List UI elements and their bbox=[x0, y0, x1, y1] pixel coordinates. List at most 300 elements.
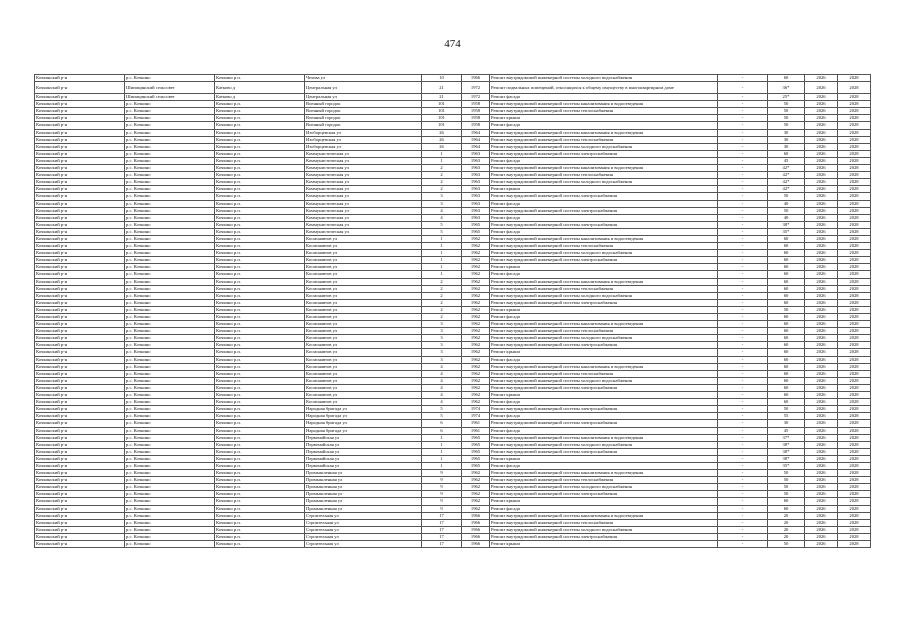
cell-district: Кочкинский р-н bbox=[35, 448, 125, 455]
cell-street: Народная бригада ул bbox=[305, 413, 422, 420]
table-row bbox=[35, 94, 871, 101]
cell-street: Коммунистическая ул bbox=[305, 150, 422, 157]
cell-house-number: 2 bbox=[422, 172, 462, 179]
cell-locality: Кочкино р.п. bbox=[215, 484, 305, 491]
cell-year-built: 1965 bbox=[462, 462, 490, 469]
cell-work-type: Ремонт крыши bbox=[490, 498, 718, 505]
cell-value: 60 bbox=[768, 271, 805, 278]
cell-locality: Кочкино р.п. bbox=[215, 370, 305, 377]
cell-year-end: 2028 bbox=[838, 541, 871, 548]
table-row bbox=[35, 392, 871, 399]
cell-value: 42* bbox=[768, 172, 805, 179]
cell-year-built: 1974 bbox=[462, 406, 490, 413]
cell-settlement: р.с. Кочкино bbox=[125, 349, 215, 356]
cell-work-type: Ремонт внутридомовой инженерной системы канализования и водоотведения bbox=[490, 434, 718, 441]
cell-blank-col: - bbox=[718, 271, 768, 278]
cell-value: 20 bbox=[768, 519, 805, 526]
cell-work-type: Ремонт крыши bbox=[490, 186, 718, 193]
cell-district: Кочкинский р-н bbox=[35, 278, 125, 285]
cell-year-built: 1972 bbox=[462, 82, 490, 94]
cell-district: Кочкинский р-н bbox=[35, 413, 125, 420]
cell-year-start: 2026 bbox=[805, 356, 838, 363]
cell-blank-col: - bbox=[718, 406, 768, 413]
cell-work-type: Ремонт фасада bbox=[490, 122, 718, 129]
cell-year-end: 2028 bbox=[838, 250, 871, 257]
table-row bbox=[35, 342, 871, 349]
cell-district: Кочкинский р-н bbox=[35, 491, 125, 498]
cell-locality: Кочкино р.п. bbox=[215, 448, 305, 455]
cell-house-number: 1 bbox=[422, 455, 462, 462]
cell-year-end: 2028 bbox=[838, 150, 871, 157]
table-row bbox=[35, 200, 871, 207]
cell-year-end: 2028 bbox=[838, 94, 871, 101]
cell-street: Космонавтов ул bbox=[305, 370, 422, 377]
cell-work-type: Ремонт внутридомовой инженерной системы электроснабжения bbox=[490, 448, 718, 455]
cell-blank-col: - bbox=[718, 207, 768, 214]
cell-year-built: 1965 bbox=[462, 221, 490, 228]
cell-street: Коммунистическая ул bbox=[305, 172, 422, 179]
cell-year-built: 1962 bbox=[462, 328, 490, 335]
cell-house-number: 2 bbox=[422, 306, 462, 313]
cell-house-number: 9 bbox=[422, 470, 462, 477]
cell-settlement: р.с. Кочкино bbox=[125, 399, 215, 406]
cell-year-built: 1965 bbox=[462, 455, 490, 462]
cell-year-built: 1958 bbox=[462, 122, 490, 129]
cell-year-built: 1962 bbox=[462, 292, 490, 299]
cell-house-number: 5 bbox=[422, 413, 462, 420]
cell-year-built: 1962 bbox=[462, 250, 490, 257]
cell-district: Кочкинский р-н bbox=[35, 455, 125, 462]
cell-year-end: 2028 bbox=[838, 207, 871, 214]
cell-street: Центральная ул bbox=[305, 82, 422, 94]
cell-house-number: 101 bbox=[422, 115, 462, 122]
cell-work-type: Ремонт внутридомовой инженерной системы холодного водоснабжения bbox=[490, 250, 718, 257]
cell-year-start: 2026 bbox=[805, 384, 838, 391]
table-row bbox=[35, 306, 871, 313]
cell-street: Космонавтов ул bbox=[305, 392, 422, 399]
cell-value: 20 bbox=[768, 512, 805, 519]
cell-value: 60 bbox=[768, 292, 805, 299]
cell-year-start: 2026 bbox=[805, 328, 838, 335]
cell-year-start: 2026 bbox=[805, 491, 838, 498]
cell-settlement: р.с. Кочкино bbox=[125, 342, 215, 349]
cell-street: Народная бригада ул bbox=[305, 420, 422, 427]
cell-year-built: 1958 bbox=[462, 108, 490, 115]
cell-house-number: 4 bbox=[422, 392, 462, 399]
cell-street: Космонавтов ул bbox=[305, 257, 422, 264]
cell-year-built: 1961 bbox=[462, 427, 490, 434]
cell-district: Кочкинский р-н bbox=[35, 82, 125, 94]
cell-blank-col: - bbox=[718, 115, 768, 122]
cell-year-built: 1972 bbox=[462, 94, 490, 101]
cell-street: Военный городок bbox=[305, 108, 422, 115]
cell-year-start: 2026 bbox=[805, 498, 838, 505]
cell-street: Коммунистическая ул bbox=[305, 157, 422, 164]
cell-street: Первомайская ул bbox=[305, 448, 422, 455]
cell-blank-col: - bbox=[718, 427, 768, 434]
cell-locality: Кочкино р.п. bbox=[215, 143, 305, 150]
cell-year-end: 2028 bbox=[838, 491, 871, 498]
cell-value: 60 bbox=[768, 314, 805, 321]
cell-year-end: 2028 bbox=[838, 470, 871, 477]
cell-house-number: 3 bbox=[422, 200, 462, 207]
cell-settlement: р.с. Кочкино bbox=[125, 392, 215, 399]
cell-year-start: 2026 bbox=[805, 349, 838, 356]
cell-settlement: р.с. Кочкино bbox=[125, 108, 215, 115]
cell-value: 60 bbox=[768, 356, 805, 363]
cell-year-end: 2028 bbox=[838, 342, 871, 349]
cell-year-end: 2028 bbox=[838, 363, 871, 370]
cell-work-type: Ремонт фасада bbox=[490, 505, 718, 512]
cell-settlement: р.с. Кочкино bbox=[125, 157, 215, 164]
cell-blank-col: - bbox=[718, 165, 768, 172]
cell-work-type: Ремонт внутридомовой инженерной системы канализования и водоотведения bbox=[490, 363, 718, 370]
cell-year-built: 1962 bbox=[462, 271, 490, 278]
cell-year-end: 2028 bbox=[838, 377, 871, 384]
cell-house-number: 26 bbox=[422, 143, 462, 150]
cell-locality: Кочкино р.п. bbox=[215, 115, 305, 122]
cell-blank-col: - bbox=[718, 179, 768, 186]
cell-year-start: 2026 bbox=[805, 136, 838, 143]
cell-settlement: р.с. Кочкино bbox=[125, 370, 215, 377]
cell-settlement: Шипицинский сельсовет bbox=[125, 82, 215, 94]
cell-value: 37* bbox=[768, 434, 805, 441]
cell-year-built: 1964 bbox=[462, 129, 490, 136]
cell-street: Космонавтов ул bbox=[305, 243, 422, 250]
cell-district: Кочкинский р-н bbox=[35, 541, 125, 548]
cell-house-number: 4 bbox=[422, 377, 462, 384]
cell-work-type: Ремонт внутридомовой инженерной системы канализования и водоотведения bbox=[490, 278, 718, 285]
cell-blank-col: - bbox=[718, 82, 768, 94]
cell-locality: Кочкино р.п. bbox=[215, 235, 305, 242]
cell-year-built: 1966 bbox=[462, 512, 490, 519]
cell-year-built: 1965 bbox=[462, 441, 490, 448]
table-row bbox=[35, 377, 871, 384]
table-row bbox=[35, 75, 871, 82]
cell-settlement: р.с. Кочкино bbox=[125, 406, 215, 413]
cell-work-type: Ремонт внутридомовой инженерной системы электроснабжения bbox=[490, 299, 718, 306]
cell-work-type: Ремонт фасада bbox=[490, 399, 718, 406]
repair-schedule-table bbox=[34, 74, 871, 548]
cell-work-type: Ремонт внутридомовой инженерной системы теплоснабжения bbox=[490, 172, 718, 179]
cell-blank-col: - bbox=[718, 519, 768, 526]
cell-blank-col: - bbox=[718, 441, 768, 448]
cell-blank-col: - bbox=[718, 157, 768, 164]
cell-year-start: 2026 bbox=[805, 455, 838, 462]
table-row bbox=[35, 143, 871, 150]
table-row bbox=[35, 157, 871, 164]
cell-year-end: 2028 bbox=[838, 420, 871, 427]
cell-street: Строительная ул bbox=[305, 526, 422, 533]
cell-work-type: Ремонт внутридомовой инженерной системы канализования и водоотведения bbox=[490, 512, 718, 519]
cell-value: 20 bbox=[768, 533, 805, 540]
cell-value: 50 bbox=[768, 193, 805, 200]
cell-year-start: 2026 bbox=[805, 533, 838, 540]
cell-year-built: 1962 bbox=[462, 363, 490, 370]
cell-blank-col: - bbox=[718, 434, 768, 441]
cell-house-number: 21 bbox=[422, 82, 462, 94]
cell-year-built: 1963 bbox=[462, 165, 490, 172]
cell-work-type: Ремонт внутридомовой инженерной системы холодного водоснабжения bbox=[490, 484, 718, 491]
cell-district: Кочкинский р-н bbox=[35, 285, 125, 292]
cell-settlement: р.с. Кочкино bbox=[125, 441, 215, 448]
cell-locality: Кочкино р.п. bbox=[215, 186, 305, 193]
cell-work-type: Ремонт внутридомовой инженерной системы канализования и водоотведения bbox=[490, 235, 718, 242]
cell-street: Космонавтов ул bbox=[305, 250, 422, 257]
cell-value: 38* bbox=[768, 221, 805, 228]
cell-work-type: Ремонт фасада bbox=[490, 271, 718, 278]
cell-street: Изоборцевская ул bbox=[305, 143, 422, 150]
cell-settlement: р.с. Кочкино bbox=[125, 477, 215, 484]
cell-value: 50 bbox=[768, 470, 805, 477]
cell-blank-col: - bbox=[718, 356, 768, 363]
cell-year-start: 2026 bbox=[805, 179, 838, 186]
cell-blank-col: - bbox=[718, 108, 768, 115]
cell-year-start: 2026 bbox=[805, 82, 838, 94]
cell-value: 60 bbox=[768, 235, 805, 242]
cell-value: 50 bbox=[768, 306, 805, 313]
cell-settlement: р.с. Кочкино bbox=[125, 321, 215, 328]
table-row bbox=[35, 108, 871, 115]
table-row bbox=[35, 207, 871, 214]
cell-settlement: р.с. Кочкино bbox=[125, 115, 215, 122]
table-row bbox=[35, 129, 871, 136]
cell-locality: Кочкино р.п. bbox=[215, 328, 305, 335]
cell-street: Космонавтов ул bbox=[305, 235, 422, 242]
cell-district: Кочкинский р-н bbox=[35, 526, 125, 533]
cell-year-end: 2028 bbox=[838, 165, 871, 172]
cell-locality: Кочкино р.п. bbox=[215, 498, 305, 505]
cell-year-start: 2026 bbox=[805, 399, 838, 406]
cell-district: Кочкинский р-н bbox=[35, 292, 125, 299]
cell-blank-col: - bbox=[718, 455, 768, 462]
cell-year-start: 2026 bbox=[805, 172, 838, 179]
cell-house-number: 1 bbox=[422, 271, 462, 278]
cell-locality: Кочкино р.п. bbox=[215, 455, 305, 462]
cell-value: 60 bbox=[768, 342, 805, 349]
cell-year-end: 2028 bbox=[838, 299, 871, 306]
cell-year-built: 1964 bbox=[462, 136, 490, 143]
cell-work-type: Ремонт внутридомовой инженерной системы электроснабжения bbox=[490, 221, 718, 228]
cell-year-end: 2028 bbox=[838, 129, 871, 136]
table-row bbox=[35, 82, 871, 94]
cell-year-built: 1963 bbox=[462, 207, 490, 214]
cell-house-number: 1 bbox=[422, 462, 462, 469]
cell-year-start: 2026 bbox=[805, 271, 838, 278]
cell-locality: Кочкино р.п. bbox=[215, 271, 305, 278]
cell-value: 42* bbox=[768, 179, 805, 186]
cell-locality: Кочкино р.п. bbox=[215, 299, 305, 306]
cell-year-end: 2028 bbox=[838, 108, 871, 115]
cell-work-type: Ремонт внутридомовой инженерной системы холодного водоснабжения bbox=[490, 75, 718, 82]
table-row bbox=[35, 533, 871, 540]
cell-street: Космонавтов ул bbox=[305, 399, 422, 406]
cell-year-start: 2026 bbox=[805, 250, 838, 257]
cell-value: 60 bbox=[768, 349, 805, 356]
cell-settlement: р.с. Кочкино bbox=[125, 221, 215, 228]
table-row bbox=[35, 271, 871, 278]
cell-district: Кочкинский р-н bbox=[35, 264, 125, 271]
cell-locality: Кочкино р.п. bbox=[215, 165, 305, 172]
cell-year-end: 2028 bbox=[838, 448, 871, 455]
cell-year-end: 2028 bbox=[838, 484, 871, 491]
cell-work-type: Ремонт внутридомовой инженерной системы теплоснабжения bbox=[490, 136, 718, 143]
cell-locality: Кочкино р.п. bbox=[215, 541, 305, 548]
cell-blank-col: - bbox=[718, 370, 768, 377]
cell-value: 50 bbox=[768, 115, 805, 122]
cell-work-type: Ремонт внутридомовой инженерной системы электроснабжения bbox=[490, 257, 718, 264]
cell-settlement: р.с. Кочкино bbox=[125, 498, 215, 505]
cell-year-end: 2028 bbox=[838, 257, 871, 264]
cell-district: Кочкинский р-н bbox=[35, 427, 125, 434]
cell-house-number: 17 bbox=[422, 541, 462, 548]
cell-district: Кочкинский р-н bbox=[35, 370, 125, 377]
cell-year-built: 1962 bbox=[462, 314, 490, 321]
cell-year-built: 1962 bbox=[462, 321, 490, 328]
cell-street: Промышленная ул bbox=[305, 505, 422, 512]
cell-locality: Кочкино р.п. bbox=[215, 257, 305, 264]
cell-district: Кочкинский р-н bbox=[35, 179, 125, 186]
cell-district: Кочкинский р-н bbox=[35, 271, 125, 278]
table-row bbox=[35, 526, 871, 533]
cell-locality: Кочкино р.п. bbox=[215, 413, 305, 420]
table-row bbox=[35, 462, 871, 469]
cell-value: 50 bbox=[768, 477, 805, 484]
cell-street: Коммунистическая ул bbox=[305, 207, 422, 214]
cell-blank-col: - bbox=[718, 314, 768, 321]
cell-street: Чехова ул bbox=[305, 75, 422, 82]
cell-district: Кочкинский р-н bbox=[35, 257, 125, 264]
cell-settlement: р.с. Кочкино bbox=[125, 193, 215, 200]
cell-house-number: 4 bbox=[422, 363, 462, 370]
cell-year-end: 2028 bbox=[838, 434, 871, 441]
cell-value: 60 bbox=[768, 328, 805, 335]
cell-work-type: Ремонт внутридомовой инженерной системы канализования и водоотведения bbox=[490, 165, 718, 172]
cell-settlement: р.с. Кочкино bbox=[125, 314, 215, 321]
cell-district: Кочкинский р-н bbox=[35, 143, 125, 150]
cell-house-number: 1 bbox=[422, 157, 462, 164]
cell-value: 40 bbox=[768, 200, 805, 207]
cell-work-type: Ремонт внутридомовой инженерной системы холодного водоснабжения bbox=[490, 441, 718, 448]
cell-year-end: 2028 bbox=[838, 328, 871, 335]
cell-settlement: р.с. Кочкино bbox=[125, 519, 215, 526]
cell-year-start: 2026 bbox=[805, 519, 838, 526]
cell-blank-col: - bbox=[718, 278, 768, 285]
cell-year-end: 2028 bbox=[838, 193, 871, 200]
cell-district: Кочкинский р-н bbox=[35, 193, 125, 200]
cell-year-end: 2028 bbox=[838, 285, 871, 292]
cell-year-built: 1962 bbox=[462, 377, 490, 384]
cell-locality: Кочкино р.п. bbox=[215, 136, 305, 143]
cell-street: Народная бригада ул bbox=[305, 406, 422, 413]
table-row bbox=[35, 441, 871, 448]
cell-district: Кочкинский р-н bbox=[35, 228, 125, 235]
cell-blank-col: - bbox=[718, 498, 768, 505]
cell-blank-col: - bbox=[718, 491, 768, 498]
cell-locality: Кочкино р.п. bbox=[215, 172, 305, 179]
cell-settlement: р.с. Кочкино bbox=[125, 384, 215, 391]
cell-locality: Кочкино р.п. bbox=[215, 491, 305, 498]
cell-year-start: 2026 bbox=[805, 299, 838, 306]
page-number: 474 bbox=[444, 38, 461, 50]
cell-district: Кочкинский р-н bbox=[35, 207, 125, 214]
cell-work-type: Ремонт внутридомовой инженерной системы теплоснабжения bbox=[490, 243, 718, 250]
cell-locality: Кочкино р.п. bbox=[215, 399, 305, 406]
cell-blank-col: - bbox=[718, 349, 768, 356]
cell-locality: Кочкино р.п. bbox=[215, 321, 305, 328]
table-row bbox=[35, 455, 871, 462]
cell-locality: Кочкино р.п. bbox=[215, 420, 305, 427]
cell-district: Кочкинский р-н bbox=[35, 75, 125, 82]
cell-year-built: 1966 bbox=[462, 75, 490, 82]
cell-year-start: 2026 bbox=[805, 235, 838, 242]
cell-value: 30 bbox=[768, 420, 805, 427]
cell-locality: Кочкино р.п. bbox=[215, 526, 305, 533]
cell-house-number: 1 bbox=[422, 150, 462, 157]
cell-locality: Кочкино р.п. bbox=[215, 150, 305, 157]
cell-locality: Кочкино р.п. bbox=[215, 505, 305, 512]
table-row bbox=[35, 363, 871, 370]
cell-value: 42* bbox=[768, 186, 805, 193]
cell-work-type: Ремонт внутридомовой инженерной системы холодного водоснабжения bbox=[490, 179, 718, 186]
cell-settlement: р.с. Кочкино bbox=[125, 541, 215, 548]
cell-locality: Кочкино р.п. bbox=[215, 519, 305, 526]
cell-house-number: 9 bbox=[422, 491, 462, 498]
cell-year-built: 1962 bbox=[462, 491, 490, 498]
cell-locality: Кочкино р.п. bbox=[215, 306, 305, 313]
cell-year-end: 2028 bbox=[838, 335, 871, 342]
cell-blank-col: - bbox=[718, 384, 768, 391]
cell-locality: Кочкино р.п. bbox=[215, 221, 305, 228]
cell-locality: Кочкино р.п. bbox=[215, 75, 305, 82]
cell-street: Промышленная ул bbox=[305, 498, 422, 505]
cell-locality: Кочкино р.п. bbox=[215, 250, 305, 257]
cell-year-start: 2026 bbox=[805, 214, 838, 221]
cell-house-number: 101 bbox=[422, 122, 462, 129]
cell-value: 42* bbox=[768, 165, 805, 172]
cell-work-type: Ремонт внутридомовой инженерной системы электроснабжения bbox=[490, 420, 718, 427]
table-row bbox=[35, 399, 871, 406]
cell-year-end: 2028 bbox=[838, 498, 871, 505]
cell-work-type: Ремонт внутридомовой инженерной системы канализования и водоотведения bbox=[490, 129, 718, 136]
cell-year-start: 2026 bbox=[805, 186, 838, 193]
cell-locality: Катково д bbox=[215, 94, 305, 101]
cell-value: 45 bbox=[768, 157, 805, 164]
cell-street: Космонавтов ул bbox=[305, 363, 422, 370]
cell-year-built: 1962 bbox=[462, 243, 490, 250]
cell-work-type: Ремонт внутридомовой инженерной системы канализования и водоотведения bbox=[490, 101, 718, 108]
cell-value: 60 bbox=[768, 150, 805, 157]
cell-district: Кочкинский р-н bbox=[35, 157, 125, 164]
cell-house-number: 2 bbox=[422, 179, 462, 186]
cell-work-type: Ремонт подвальных помещений, относящихся к общему имуществу в многоквартирном доме bbox=[490, 82, 718, 94]
cell-locality: Кочкино р.п. bbox=[215, 157, 305, 164]
cell-settlement: р.с. Кочкино bbox=[125, 172, 215, 179]
cell-work-type: Ремонт внутридомовой инженерной системы теплоснабжения bbox=[490, 519, 718, 526]
cell-year-built: 1963 bbox=[462, 200, 490, 207]
cell-work-type: Ремонт фасада bbox=[490, 356, 718, 363]
cell-value: 60 bbox=[768, 285, 805, 292]
cell-work-type: Ремонт внутридомовой инженерной системы электроснабжения bbox=[490, 533, 718, 540]
cell-district: Кочкинский р-н bbox=[35, 221, 125, 228]
cell-year-start: 2026 bbox=[805, 108, 838, 115]
cell-work-type: Ремонт крыши bbox=[490, 392, 718, 399]
cell-year-start: 2026 bbox=[805, 285, 838, 292]
cell-blank-col: - bbox=[718, 342, 768, 349]
cell-locality: Кочкино р.п. bbox=[215, 434, 305, 441]
cell-value: 45 bbox=[768, 427, 805, 434]
cell-year-start: 2026 bbox=[805, 441, 838, 448]
